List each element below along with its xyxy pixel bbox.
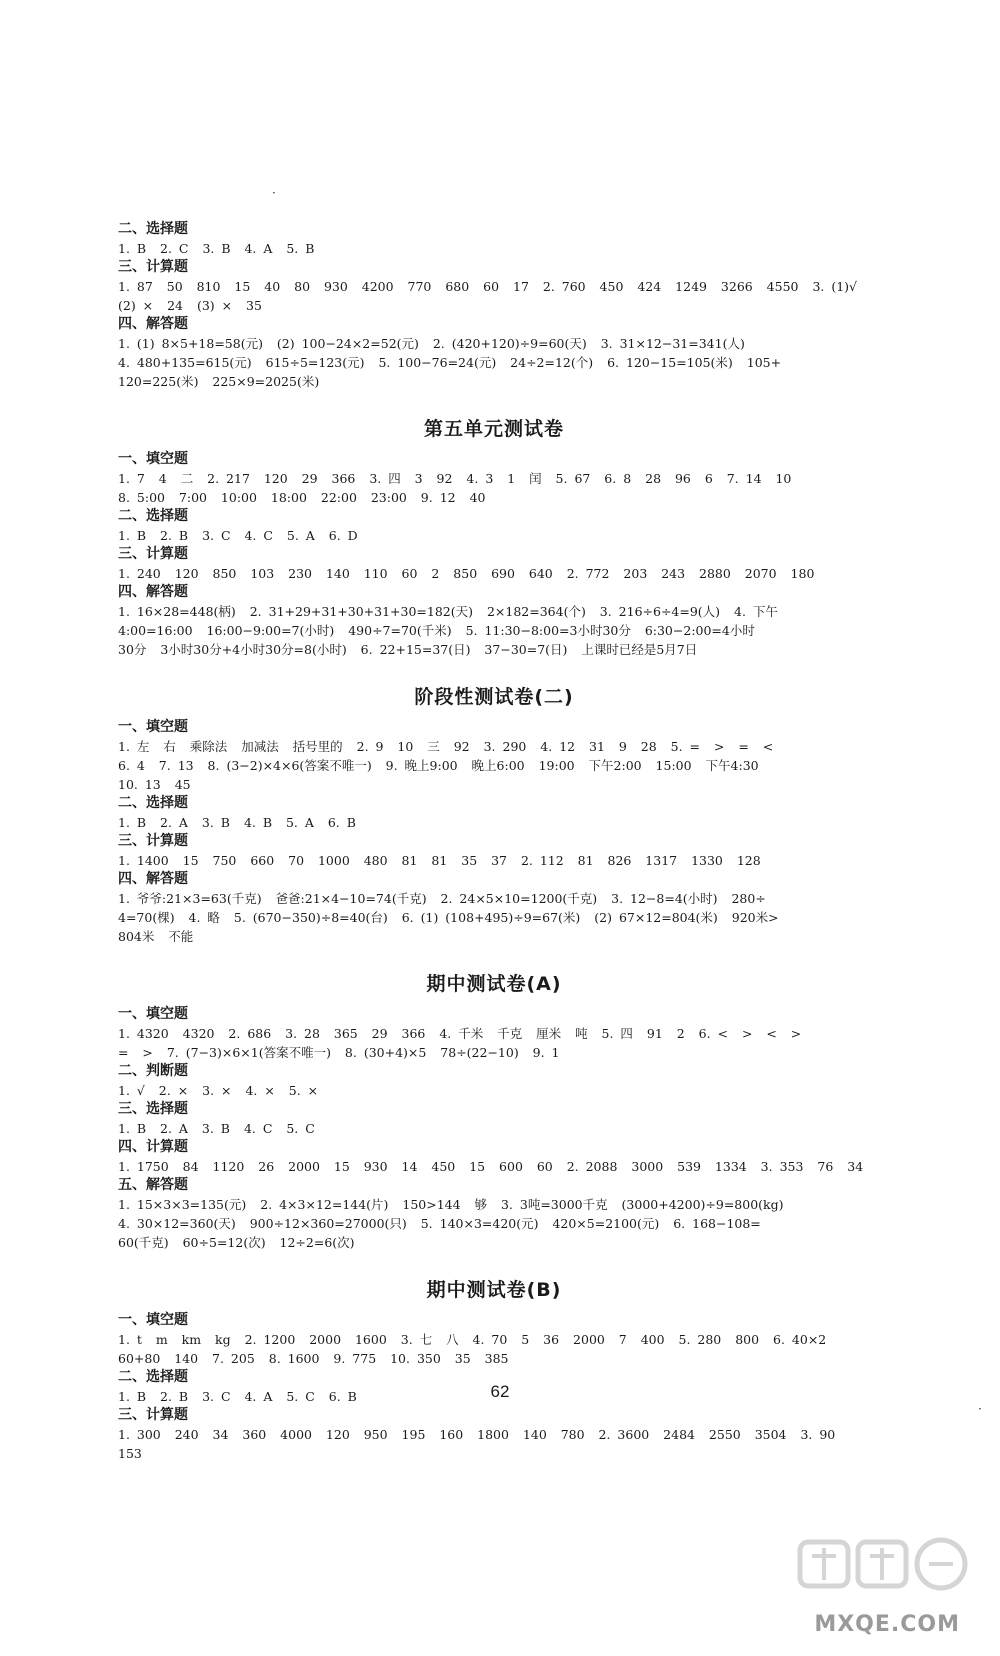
answer-line: 1. 爷爷:21×3=63(千克) 爸爸:21×4−10=74(千克) 2. 24×5×10=1200(千克) 3. 12−8=4(小时) 280÷ [118,891,766,906]
page-number: 62 [490,1382,510,1401]
section-heading: 四、解答题 [118,584,188,600]
answer-line: 10. 13 45 [118,777,191,792]
answer-line: 6. 4 7. 13 8. (3−2)×4×6(答案不唯一) 9. 晚上9:00 晚上6:00 19:00 下午2:00 15:00 下午4:30 [118,758,759,773]
answer-line: 1. 300 240 34 360 4000 120 950 195 160 1800 140 780 2. 3600 2484 2550 3504 3. 90 153 [118,1427,850,1461]
section-previous-continued [118,220,870,391]
section-heading: 一、填空题 [118,451,188,467]
section-heading: 二、选择题 [118,508,188,524]
answer-content [118,220,870,1463]
section-stage-test-2 [118,685,870,946]
answer-line: 1. t m km kg 2. 1200 2000 1600 3. 七 八 4. 70 5 36 2000 7 400 5. 280 800 6. 40×2 [118,1332,827,1347]
section-unit5-test [118,417,870,659]
answer-line: 1. 1400 15 750 660 70 1000 480 81 81 35 37 2. 112 81 826 1317 1330 128 [118,853,761,868]
section-heading: 三、计算题 [118,833,188,849]
section-heading: 二、选择题 [118,795,188,811]
answer-line: 1. 240 120 850 103 230 140 110 60 2 850 690 640 2. 772 203 243 2880 2070 180 [118,566,815,581]
answer-line: 1. 1750 84 1120 26 2000 15 930 14 450 15 600 60 2. 2088 3000 539 1334 3. 353 76 34 [118,1159,864,1174]
scan-speck: · [272,186,276,200]
answer-line: 120=225(米) 225×9=2025(米) [118,374,320,389]
answer-line: 1. √ 2. × 3. × 4. × 5. × [118,1083,319,1098]
answer-line: 30分 3小时30分+4小时30分=8(小时) 6. 22+15=37(日) 37−30=7(日) 上课时已经是5月7日 [118,642,698,657]
watermark-text: MXQE.COM [814,1612,960,1637]
section-heading: 一、填空题 [118,719,188,735]
section-heading: 五、解答题 [118,1177,188,1193]
section-heading: 二、选择题 [118,1369,188,1385]
section-heading: 四、解答题 [118,871,188,887]
answer-line: 4:00=16:00 16:00−9:00=7(小时) 490÷7=70(千米) 5. 11:30−8:00=3小时30分 6:30−2:00=4小时 [118,623,755,638]
section-midterm-a [118,972,870,1252]
answer-line: 1. 16×28=448(柄) 2. 31+29+31+30+31+30=182(天) 2×182=364(个) 3. 216÷6÷4=9(人) 4. 下午 [118,604,778,619]
answer-line: 804米 不能 [118,929,194,944]
section-heading: 三、计算题 [118,1407,188,1423]
answer-line: 1. B 2. A 3. B 4. C 5. C [118,1121,315,1136]
section-heading: 一、填空题 [118,1312,188,1328]
answer-line: 60(千克) 60÷5=12(次) 12÷2=6(次) [118,1235,355,1250]
answer-line: 1. B 2. A 3. B 4. B 5. A 6. B [118,815,356,830]
answer-line: 8. 5:00 7:00 10:00 18:00 22:00 23:00 9. 12 40 [118,490,486,505]
answer-line: 4=70(棵) 4. 略 5. (670−350)÷8=40(台) 6. (1) (108+495)÷9=67(米) (2) 67×12=804(米) 920米> [118,910,779,925]
answer-line: 4. 480+135=615(元) 615÷5=123(元) 5. 100−76=24(元) 24÷2=12(个) 6. 120−15=105(米) 105+ [118,355,782,370]
section-midterm-b [118,1278,870,1463]
section-heading: 三、计算题 [118,259,188,275]
answer-line: 1. 4320 4320 2. 686 3. 28 365 29 366 4. 千米 千克 厘米 吨 5. 四 91 2 6. < > < > [118,1026,802,1041]
answer-line: (2) × 24 (3) × 35 [118,298,262,313]
test-title: 阶段性测试卷(二) [414,686,574,708]
answer-line: 1. B 2. C 3. B 4. A 5. B [118,241,315,256]
section-heading: 四、计算题 [118,1139,188,1155]
section-heading: 二、判断题 [118,1063,188,1079]
test-title: 期中测试卷(A) [426,973,562,995]
answer-line: 60+80 140 7. 205 8. 1600 9. 775 10. 350 35 385 [118,1351,509,1366]
answer-line: 1. 7 4 二 2. 217 120 29 366 3. 四 3 92 4. 3 1 闰 5. 67 6. 8 28 96 6 7. 14 10 [118,471,792,486]
answer-line: 1. 15×3×3=135(元) 2. 4×3×12=144(片) 150>144 够 3. 3吨=3000千克 (3000+4200)÷9=800(kg) [118,1197,784,1212]
answer-line: 1. 87 50 810 15 40 80 930 4200 770 680 60 17 2. 760 450 424 1249 3266 4550 3. (1)√ [118,279,858,294]
test-title: 期中测试卷(B) [426,1279,562,1301]
answer-line: 1. 左 右 乘除法 加减法 括号里的 2. 9 10 三 92 3. 290 4. 12 31 9 28 5. = > = < [118,739,774,754]
answer-line: = > 7. (7−3)×6×1(答案不唯一) 8. (30+4)×5 78÷(22−10) 9. 1 [118,1045,560,1060]
section-heading: 四、解答题 [118,316,188,332]
section-heading: 一、填空题 [118,1006,188,1022]
scan-speck: · [978,1402,982,1416]
section-heading: 三、计算题 [118,546,188,562]
answer-line: 1. B 2. B 3. C 4. A 5. C 6. B [118,1389,357,1404]
section-heading: 二、选择题 [118,221,188,237]
answer-line: 1. (1) 8×5+18=58(元) (2) 100−24×2=52(元) 2. (420+120)÷9=60(天) 3. 31×12−31=341(人) [118,336,745,351]
answer-line: 4. 30×12=360(天) 900÷12×360=27000(只) 5. 140×3=420(元) 420×5=2100(元) 6. 168−108= [118,1216,761,1231]
answer-line: 1. B 2. B 3. C 4. C 5. A 6. D [118,528,358,543]
section-heading: 三、选择题 [118,1101,188,1117]
test-title: 第五单元测试卷 [423,418,564,440]
